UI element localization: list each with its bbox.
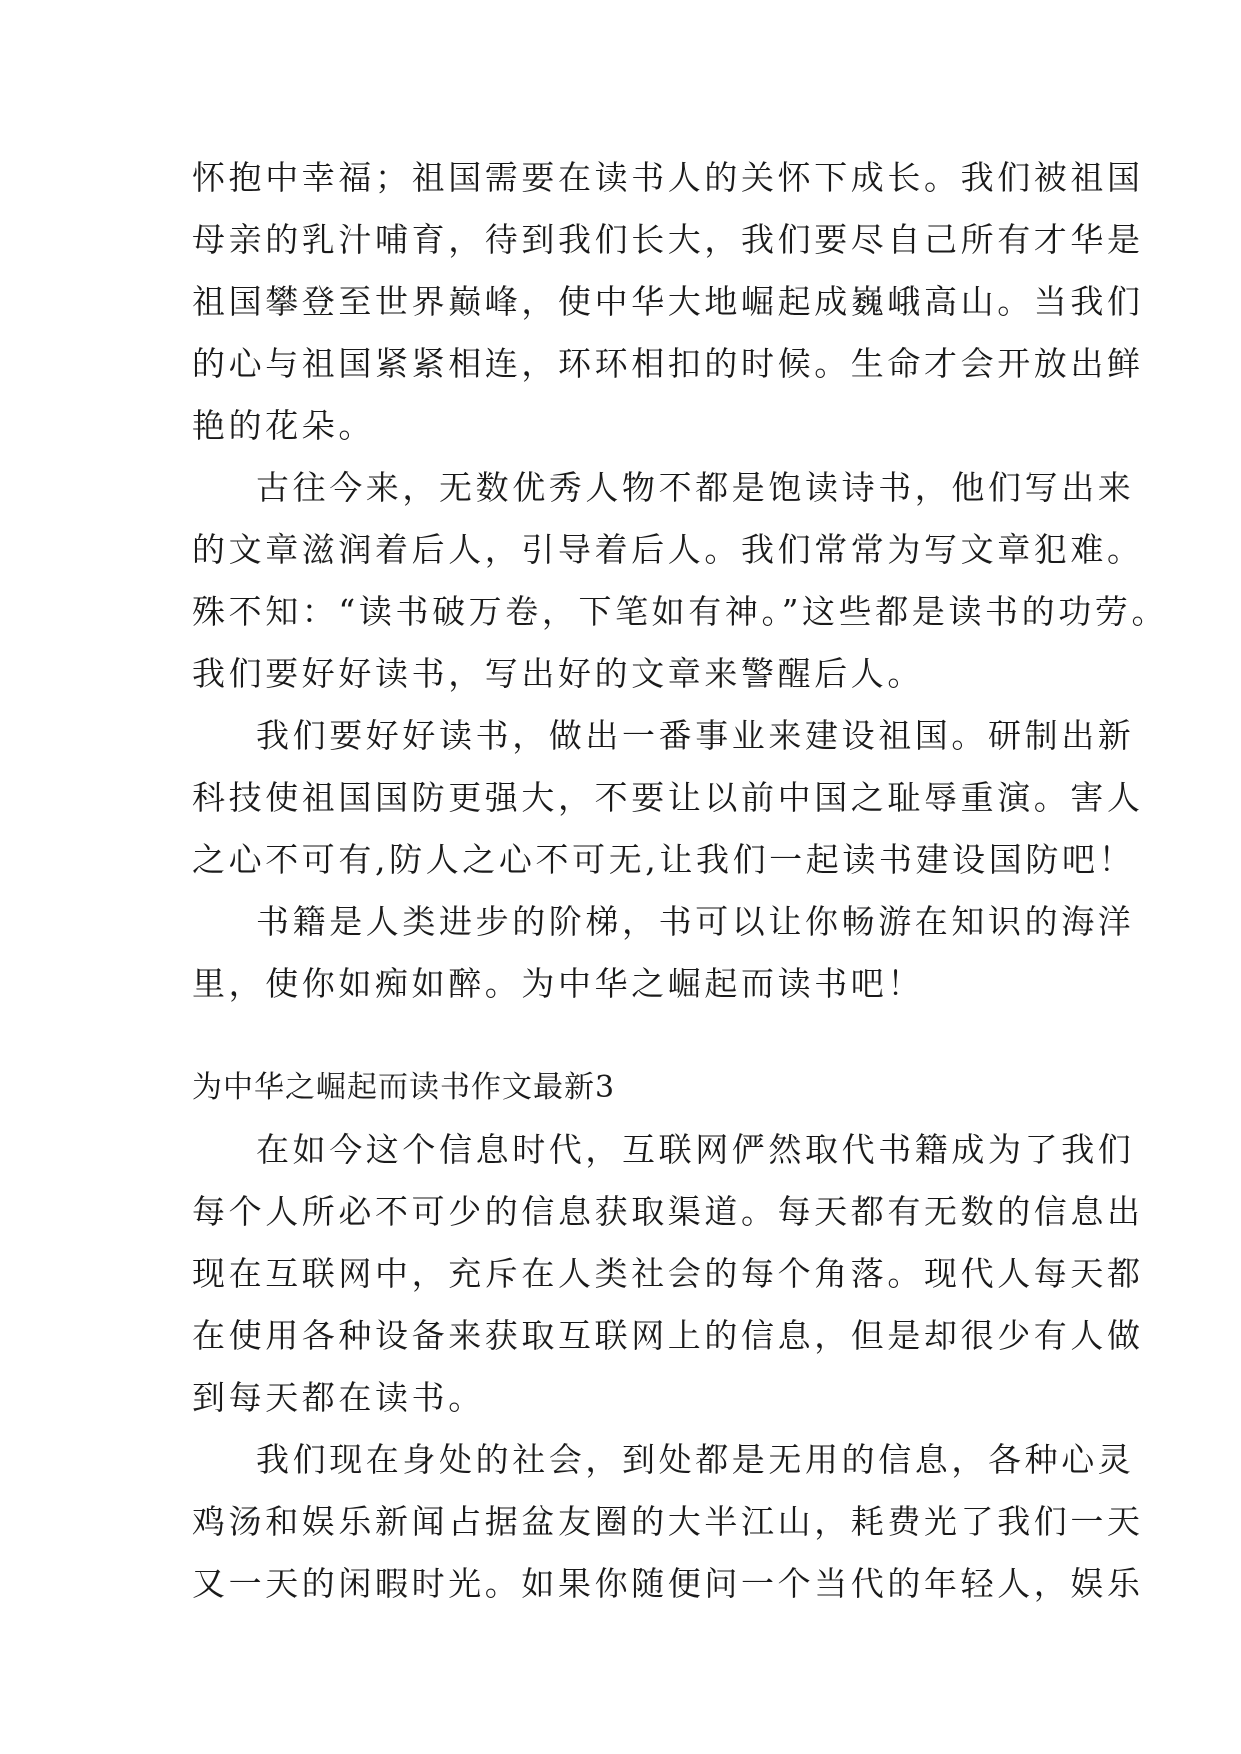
- section-heading: 为中华之崛起而读书作文最新3: [192, 1070, 616, 1105]
- paragraph-line: 之心不可有,防人之心不可无,让我们一起读书建设国防吧！: [192, 840, 1136, 879]
- paragraph-line: 的文章滋润着后人，引导着后人。我们常常为写文章犯难。: [192, 530, 1144, 569]
- paragraph-line: 我们现在身处的社会，到处都是无用的信息，各种心灵: [256, 1440, 1135, 1479]
- paragraph-line: 祖国攀登至世界巅峰，使中华大地崛起成巍峨高山。当我们: [192, 282, 1144, 321]
- paragraph-line: 又一天的闲暇时光。如果你随便问一个当代的年轻人，娱乐: [192, 1564, 1144, 1603]
- paragraph-line: 现在互联网中，充斥在人类社会的每个角落。现代人每天都: [192, 1254, 1144, 1293]
- paragraph-line: 每个人所必不可少的信息获取渠道。每天都有无数的信息出: [192, 1192, 1144, 1231]
- paragraph-line: 我们要好好读书，写出好的文章来警醒后人。: [192, 654, 924, 693]
- paragraph-line: 怀抱中幸福；祖国需要在读书人的关怀下成长。我们被祖国: [192, 158, 1144, 197]
- paragraph-line: 鸡汤和娱乐新闻占据盆友圈的大半江山，耗费光了我们一天: [192, 1502, 1144, 1541]
- paragraph-line: 科技使祖国国防更强大，不要让以前中国之耻辱重演。害人: [192, 778, 1144, 817]
- paragraph-line: 到每天都在读书。: [192, 1378, 485, 1417]
- paragraph-line: 母亲的乳汁哺育，待到我们长大，我们要尽自己所有才华是: [192, 220, 1144, 259]
- paragraph-line: 艳的花朵。: [192, 406, 375, 445]
- paragraph-line: 殊不知：“读书破万卷，下笔如有神。”这些都是读书的功劳。: [192, 592, 1169, 631]
- paragraph-line: 我们要好好读书，做出一番事业来建设祖国。研制出新: [256, 716, 1135, 755]
- paragraph-line: 的心与祖国紧紧相连，环环相扣的时候。生命才会开放出鲜: [192, 344, 1144, 383]
- paragraph-line: 在使用各种设备来获取互联网上的信息，但是却很少有人做: [192, 1316, 1144, 1355]
- paragraph-line: 书籍是人类进步的阶梯，书可以让你畅游在知识的海洋: [256, 902, 1135, 941]
- paragraph-line: 古往今来，无数优秀人物不都是饱读诗书，他们写出来: [256, 468, 1135, 507]
- paragraph-line: 里，使你如痴如醉。为中华之崛起而读书吧！: [192, 964, 924, 1003]
- paragraph-line: 在如今这个信息时代，互联网俨然取代书籍成为了我们: [256, 1130, 1135, 1169]
